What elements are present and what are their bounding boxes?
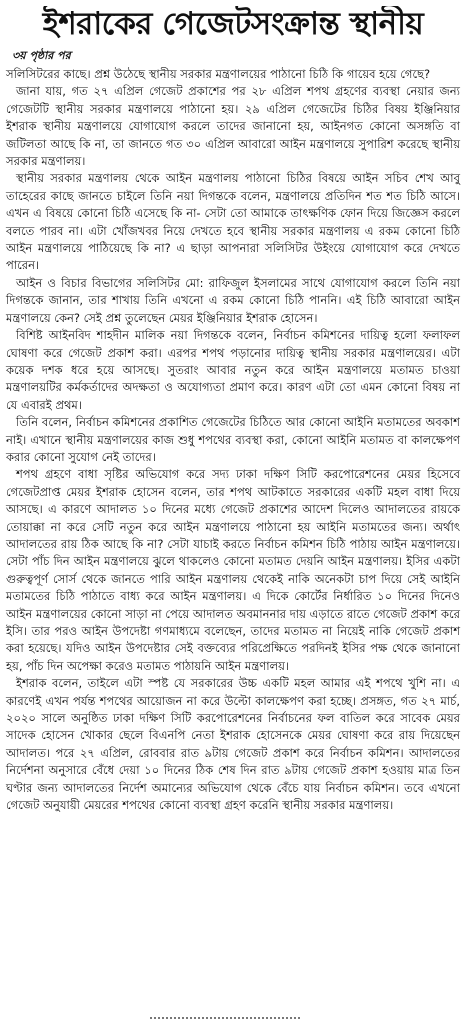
article-paragraph: শপথ গ্রহণে বাধা সৃষ্টির অভিযোগ করে সদ্য ঢাকা দক্ষিণ সিটি করপোরেশনের মেয়র হিসেবে গেজেটপ্রাপ্ত মেয়র ইশরাক হোসেন বলেন, তার শপথ আটকাতে সরকারের একটি মহল বাধা দিয়ে আসছে। এ কারণে আদালত ১০ দিনের মধ্যে গেজেট প্রকাশের আদেশ দিলেও আদালতের রায়কে তোয়াক্কা না করে সেটি নতুন করে আইন মন্ত্রণালয়ে পাঠানো হয় আইনি মতামতের জন্য। অর্থাৎ আদালতের রায় ঠিক আছে কি না? সেটা যাচাই করতে নির্বাচন কমিশন চিঠি পাঠায় আইন মন্ত্রণালয়ে। সেটা পাঁচ দিন আইন মন্ত্রণালয়ে ঝুলে থাকলেও কোনো মতামত দেয়নি আইন মন্ত্রণালয়। ইসির একটা গুরুত্বপূর্ণ সোর্স থেকে জানতে পারি আইন মন্ত্রণালয় থেকেই নাকি অনেকটা চাপ দিয়ে সেই আইনি মতামতের চিঠি পাঠাতে বাধ্য করে আইন মন্ত্রণালয়। এ দিকে কোর্টের নির্ধারিত ১০ দিনের দিনেও আইন মন্ত্রণালয়ের কোনো সাড়া না পেয়ে আদালত অবমাননার দায় এড়াতে রাতে গেজেট প্রকাশ করে ইসি। তার পরও আইন উপদেষ্টা গণমাধ্যমে বলেছেন, তাদের মতামত না নিয়েই নাকি গেজেট প্রকাশ করা হয়েছে। যদিও আইন উপদেষ্টার সেই বক্তব্যের পরিপ্রেক্ষিতে পরদিনই ইসির পক্ষ থেকে জানানো হয়, পাঁচ দিন অপেক্ষা করেও মতামত পাঠায়নি আইন মন্ত্রণালয়। (6, 467, 460, 673)
article-paragraph: স্থানীয় সরকার মন্ত্রণালয় থেকে আইন মন্ত্রণালয় পাঠানো চিঠির বিষয়ে আইন সচিব শেখ আবু তাহেরের কাছে জানতে চাইলে তিনি নয়া দিগন্তকে বলেন, মন্ত্রণালয়ে প্রতিদিন শত শত চিঠি আসে। এখন এ বিষয়ে কোনো চিঠি এসেছে কি না- সেটা তো আমাকে তাৎক্ষণিক ফোন দিয়ে জিজ্ঞেস করলে বলতে পারব না। এটা খোঁজখবর নিয়ে দেখতে হবে স্থানীয় সরকার মন্ত্রণালয় এ রকম কোনো চিঠি আইন মন্ত্রণালয়ে পাঠিয়েছে কি না? এ ছাড়া আপনারা সলিসিটর উইংয়ে যোগাযোগ করে দেখতে পারেন। (6, 171, 460, 273)
article-paragraph: ইশরাক বলেন, তাইলে এটা স্পষ্ট যে সরকারের উচ্চ একটি মহল আমার এই শপথে খুশি না। এ কারণেই এখন পর্যন্ত শপথের আয়োজন না করে উল্টো কালক্ষেপণ করা হচ্ছে। প্রসঙ্গত, গত ২৭ মার্চ, ২০২০ সালে অনুষ্ঠিত ঢাকা দক্ষিণ সিটি করপোরেশনের নির্বাচনের ফল বাতিল করে সাবেক মেয়র সাদেক হোসেন খোকার ছেলে বিএনপি নেতা ইশরাক হোসেনকে মেয়র ঘোষণা করে রায় দিয়েছেন আদালত। পরে ২৭ এপ্রিল, রোববার রাত ৯টায় গেজেট প্রকাশ করে নির্বাচন কমিশন। আদালতের নির্দেশনা অনুসারে বেঁধে দেয়া ১০ দিনের ঠিক শেষ দিন রাত ৯টায় গেজেট প্রকাশ হওয়ায় মাত্র তিন ঘণ্টার জন্য আদালতের নির্দেশ অমান্যের অভিযোগ থেকে বেঁচে যায় নির্বাচন কমিশন। তবে এখনো গেজেট অনুযায়ী মেয়রের শপথের কোনো ব্যবস্থা গ্রহণ করেনি স্থানীয় সরকার মন্ত্রণালয়। (6, 676, 460, 813)
article-paragraph: বিশিষ্ট আইনবিদ শাহদীন মালিক নয়া দিগন্তকে বলেন, নির্বাচন কমিশনের দায়িত্ব হলো ফলাফল ঘোষণা করে গেজেট প্রকাশ করা। এরপর শপথ পড়ানোর দায়িত্ব স্থানীয় সরকার মন্ত্রণালয়ের। এটা কয়েক দশক ধরে হয়ে আসছে। সুতরাং আবার নতুন করে আইন মন্ত্রণালয়ে মতামত চাওয়া মন্ত্রণালয়টির কর্মকর্তাদের অদক্ষতা ও অযোগ্যতা প্রমাণ করে। কারণ এটা তো এমন কোনো বিষয় না যে এবারই প্রথম। (6, 328, 460, 412)
bottom-divider (150, 1017, 300, 1019)
article-paragraph: জানা যায়, গত ২৭ এপ্রিল গেজেট প্রকাশের পর ২৮ এপ্রিল শপথ গ্রহণের ব্যবস্থা নেয়ার জন্য গেজেটটি স্থানীয় সরকার মন্ত্রণালয়ে পাঠানো হয়। ২৯ এপ্রিল গেজেটের চিঠির বিষয় ইঞ্জিনিয়ার ইশরাক স্থানীয় মন্ত্রণালয়ে যোগাযোগ করলে তাদের জানানো হয়, আইনগত কোনো অসঙ্গতি বা জটিলতা আছে কি না, তা জানতে গত ৩০ এপ্রিল আবারো আইন মন্ত্রণালয়ে সুপারিশ করেছে স্থানীয় সরকার মন্ত্রণালয়। (6, 84, 460, 169)
article-body (6, 66, 460, 814)
article-paragraph: আইন ও বিচার বিভাগের সলিসিটর মো: রাফিজুল ইসলামের সাথে যোগাযোগ করলে তিনি নয়া দিগন্তকে জানান, তার শাখায় তিনি এখনো এ রকম কোনো চিঠি পাননি। এই চিঠি আবারো আইন মন্ত্রণালয়ে কেন? সেই প্রশ্ন তুলেছেন মেয়র ইঞ্জিনিয়ার ইশরাক হোসেন। (6, 275, 460, 325)
article-paragraph: সলিসিটরের কাছে। প্রশ্ন উঠেছে স্থানীয় সরকার মন্ত্রণালয়ের পাঠানো চিঠি কি গায়েব হয়ে গেছে? (6, 67, 431, 81)
article-headline: ইশরাকের গেজেটসংক্রান্ত স্থানীয় (42, 6, 424, 42)
continued-from-label: ৩য় পৃষ্ঠার পর (12, 49, 71, 62)
article-paragraph: তিনি বলেন, নির্বাচন কমিশনের প্রকাশিত গেজেটের চিঠিতে আর কোনো আইনি মতামতের অবকাশ নাই। এখানে স্থানীয় মন্ত্রণালয়ের কাজ শুধু শপথের ব্যবস্থা করা, কোনো আইনি মতামত বা কালক্ষেপণ করার কোনো সুযোগ নেই তাদের। (6, 415, 460, 464)
